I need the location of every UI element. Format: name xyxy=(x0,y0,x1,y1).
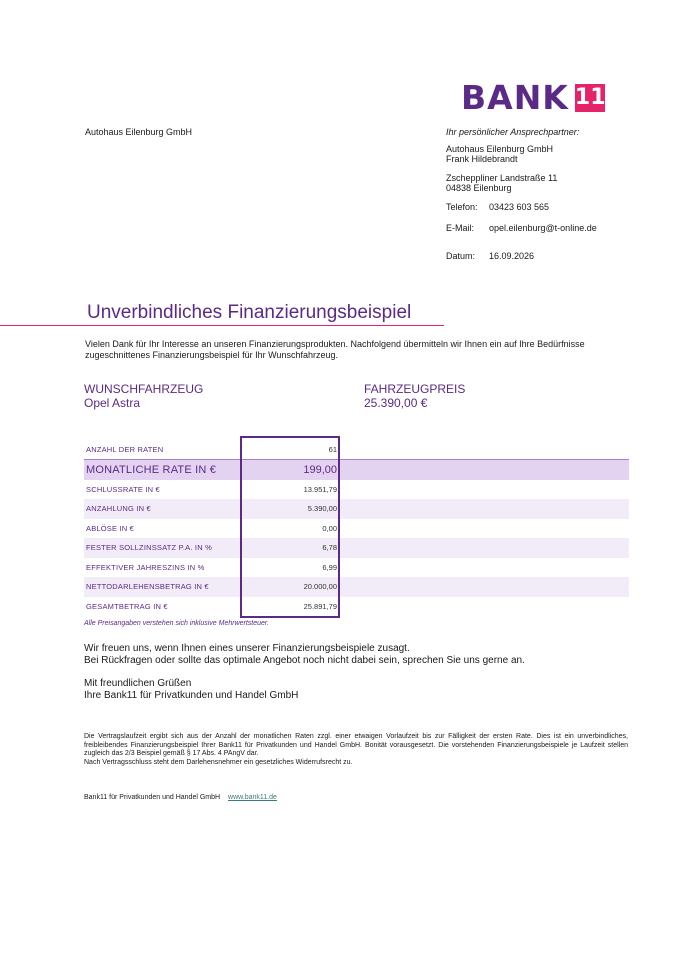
row-value: 6,78 xyxy=(242,538,347,558)
table-row xyxy=(84,440,629,460)
row-label: MONATLICHE RATE IN € xyxy=(84,460,242,480)
fine-print xyxy=(84,733,628,767)
contact-person: Frank Hildebrandt xyxy=(446,154,518,164)
phone-number: 03423 603 565 xyxy=(489,202,550,212)
footer-company: Bank11 für Privatkunden und Handel GmbH xyxy=(84,794,221,801)
price-value: 25.390,00 € xyxy=(364,396,428,410)
table-row xyxy=(84,597,629,617)
page-title: Unverbindliches Finanzierungsbeispiel xyxy=(87,302,412,323)
bank11-logo xyxy=(461,78,606,117)
closing-line-2: Bei Rückfragen oder sollte das optimale Angebot noch nicht dabei sein, sprechen Sie uns gerne an. xyxy=(84,655,525,666)
date-label: Datum: xyxy=(446,251,476,261)
recipient-name: Autohaus Eilenburg GmbH xyxy=(85,127,193,137)
footer-website-link[interactable]: www.bank11.de xyxy=(228,794,277,801)
closing-line-1: Wir freuen uns, wenn Ihnen eines unserer Finanzierungsbeispiele zusagt. xyxy=(84,643,410,654)
contact-city: 04838 Eilenburg xyxy=(446,183,512,193)
table-row-highlight xyxy=(84,460,629,480)
fine-print-paragraph: Die Vertragslaufzeit ergibt sich aus der Anzahl der monatlichen Raten zzgl. einer etwaigen Vorlaufzeit bis zur Fälligkeit der ersten Rate. Dies ist ein unverbindliches, freibleibendes Finanzierungsbeispiel Ihrer Bank11 für Privatkunden und Handel GmbH. Bonität vorausgesetzt. Die vorstehenden Finanzierungsbeispiele je Laufzeit stellen zugleich das 2/3 Beispiel gemäß § 17 Abs. 4 PAngV dar. xyxy=(84,733,628,758)
row-value: 5.390,00 xyxy=(242,499,347,519)
row-value: 0,00 xyxy=(322,523,337,533)
row-label: GESAMTBETRAG IN € xyxy=(86,601,168,611)
table-row xyxy=(84,538,629,558)
row-label: ANZAHL DER RATEN xyxy=(86,445,164,455)
email-label: E-Mail: xyxy=(446,223,475,233)
value-column-frame xyxy=(240,436,340,618)
footer xyxy=(84,794,277,801)
table-row xyxy=(84,499,629,519)
intro-text: Vielen Dank für Ihr Interesse an unseren Finanzierungsprodukten. Nachfolgend übermitteln wir Ihnen ein auf Ihre Bedürfnisse zugeschnittenes Finanzierungsbeispiel für Ihr Wunschfahrzeug. xyxy=(85,339,585,360)
phone-label: Telefon: xyxy=(446,202,478,212)
contact-label: Ihr persönlicher Ansprechpartner: xyxy=(446,127,580,137)
contact-street: Zscheppliner Landstraße 11 xyxy=(446,173,558,183)
signature: Ihre Bank11 für Privatkunden und Handel GmbH xyxy=(84,690,299,701)
table-row xyxy=(84,558,629,578)
row-value: 13.951,79 xyxy=(303,484,337,494)
row-value: 199,00 xyxy=(242,460,347,480)
row-label: FESTER SOLLZINSSATZ P.A. IN % xyxy=(84,538,242,558)
row-label: ANZAHLUNG IN € xyxy=(84,499,242,519)
row-label: NETTODARLEHENSBETRAG IN € xyxy=(84,577,242,597)
greeting: Mit freundlichen Grüßen xyxy=(84,678,192,689)
row-label: SCHLUSSRATE IN € xyxy=(86,484,160,494)
logo-number-box: 11 xyxy=(574,85,606,110)
date-value: 16.09.2026 xyxy=(489,251,535,261)
fine-print-withdrawal: Nach Vertragsschluss steht dem Darlehensnehmer ein gesetzliches Widerrufsrecht zu. xyxy=(84,758,353,766)
vehicle-label: WUNSCHFAHRZEUG xyxy=(84,382,204,396)
contact-company: Autohaus Eilenburg GmbH xyxy=(446,144,554,154)
table-row xyxy=(84,519,629,539)
table-row xyxy=(84,480,629,500)
highlight-divider xyxy=(84,459,629,460)
email-address[interactable]: opel.eilenburg@t-online.de xyxy=(489,223,597,233)
financing-table xyxy=(84,440,629,616)
logo-wordmark: BANK xyxy=(461,78,569,117)
table-row xyxy=(84,577,629,597)
row-label: EFFEKTIVER JAHRESZINS IN % xyxy=(86,562,205,572)
price-note: Alle Preisangaben verstehen sich inklusive Mehrwertsteuer. xyxy=(84,620,269,627)
price-label: FAHRZEUGPREIS xyxy=(364,382,466,396)
row-value: 6,99 xyxy=(322,562,337,572)
row-value: 25.891,79 xyxy=(303,601,337,611)
vehicle-value: Opel Astra xyxy=(84,396,141,410)
row-label: ABLÖSE IN € xyxy=(86,523,135,533)
row-value: 20.000,00 xyxy=(242,577,347,597)
row-value: 61 xyxy=(328,445,337,455)
title-underline xyxy=(0,325,444,326)
